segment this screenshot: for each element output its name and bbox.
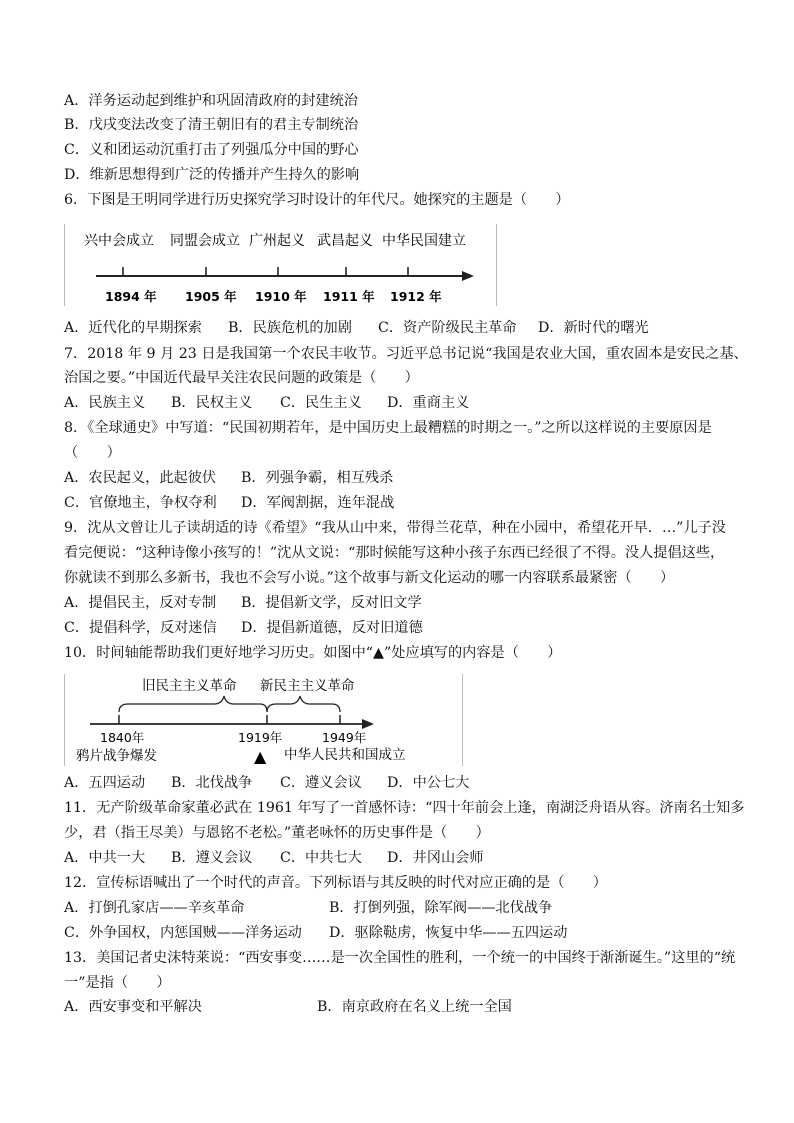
q11-line-1: 11．无产阶级革命家董必武在 1961 年写了一首感怀诗：“四十年前会上逢，南湖泛舟语从容。济南名士知多	[64, 800, 745, 816]
q12-option-b: B．打倒列强，除军阀——北伐战争	[329, 900, 553, 916]
q7-line-1: 7．2018 年 9 月 23 日是我国第一个农民丰收节。习近平总书记说“我国是农业大国，重农固本是安民之基、	[64, 346, 748, 362]
q13-option-b: B．南京政府在名义上统一全国	[317, 999, 512, 1015]
q10-brace-left-label: 旧民主主义革命	[142, 678, 237, 694]
q7-option-b: B．民权主义	[171, 395, 253, 411]
q6-event-1: 兴中会成立	[84, 233, 154, 249]
q13-line-2: 一”是指（ ）	[64, 975, 171, 991]
q6-year-1: 1894 年	[105, 289, 157, 304]
q10-option-b: B．北伐战争	[171, 775, 253, 791]
q6-year-5: 1912 年	[390, 289, 442, 304]
q6-event-2: 同盟会成立	[170, 233, 240, 249]
q11-option-c: C．中共七大	[280, 850, 362, 866]
q12-option-d: D．驱除鞑虏，恢复中华——五四运动	[329, 925, 568, 941]
q7-option-a: A．民族主义	[64, 395, 146, 411]
q9-option-d: D．提倡新道德，反对旧道德	[241, 620, 423, 636]
q9-line-1: 9．沈从文曾让儿子读胡适的诗《希望》“我从山中来，带得兰花草，种在小园中，希望花开早．…”儿子没	[64, 520, 726, 536]
q5-option-b: B．戊戌变法改变了清王朝旧有的君主专制统治	[64, 117, 359, 133]
q5-option-c: C．义和团运动沉重打击了列强瓜分中国的野心	[64, 142, 359, 158]
q7-option-c: C．民生主义	[280, 395, 362, 411]
q6-option-c: C．资产阶级民主革命	[378, 320, 517, 336]
q8-line-1: 8．《全球通史》中写道：“民国初期若年，是中国历史上最糟糕的时期之一。”之所以这样说的主要原因是	[64, 420, 712, 436]
q10-year-2: 1919年	[238, 730, 283, 745]
q11-line-2: 少，君（指王尽美）与恩铭不老松。”董老咏怀的历史事件是（ ）	[64, 825, 490, 841]
q7-option-d: D．重商主义	[387, 395, 470, 411]
q6-option-d: D．新时代的曙光	[538, 320, 649, 336]
q6-event-4: 武昌起义	[317, 233, 373, 249]
q11-option-d: D．井冈山会师	[387, 850, 484, 866]
q13-option-a: A．西安事变和平解决	[64, 999, 202, 1015]
q10-option-a: A．五四运动	[64, 775, 146, 791]
q9-option-b: B．提倡新文学，反对旧文学	[241, 595, 422, 611]
q10-option-d: D．中公七大	[387, 775, 470, 791]
q6-option-b: B．民族危机的加剧	[228, 320, 352, 336]
q6-year-3: 1910 年	[255, 289, 307, 304]
q8-option-a: A．农民起义，此起彼伏	[64, 470, 217, 486]
q5-option-d: D．维新思想得到广泛的传播并产生持久的影响	[64, 167, 360, 183]
q11-option-a: A．中共一大	[64, 850, 146, 866]
q10-event-left: 鸦片战争爆发	[76, 748, 157, 764]
q6-event-5: 中华民国建立	[382, 233, 466, 249]
q9-line-2: 看完便说：“这种诗像小孩写的！”沈从文说：“那时候能写这种小孩子东西已经很了不得。没人提倡这些，	[64, 545, 725, 561]
q8-option-c: C．官僚地主，争权夺利	[64, 495, 217, 511]
q13-line-1: 13．美国记者史沫特莱说：“西安事变……是一次全国性的胜利，一个统一的中国终于渐渐诞生。”这里的“统	[64, 950, 736, 966]
q10-year-3: 1949年	[322, 730, 367, 745]
q10-event-right: 中华人民共和国成立	[284, 747, 406, 763]
q6-event-3: 广州起义	[249, 233, 305, 249]
q10-brace-right-label: 新民主主义革命	[260, 678, 355, 694]
q7-line-2: 治国之要。”中国近代最早关注农民问题的政策是（ ）	[64, 370, 419, 386]
q12-option-a: A．打倒孔家店——辛亥革命	[64, 900, 245, 916]
q12-option-c: C．外争国权，内惩国贼——洋务运动	[64, 925, 302, 941]
q12-stem: 12．宣传标语喊出了一个时代的声音。下列标语与其反映的时代对应正确的是（ ）	[64, 875, 607, 891]
q6-option-a: A．近代化的早期探索	[64, 320, 202, 336]
q10-marker-triangle: ▲	[254, 747, 267, 766]
q11-option-b: B．遵义会议	[171, 850, 253, 866]
q10-timeline-figure	[64, 672, 464, 768]
q8-line-2: （ ）	[64, 445, 121, 461]
q6-stem: 6．下图是王明同学进行历史探究学习时设计的年代尺。她探究的主题是（ ）	[64, 192, 570, 208]
q8-option-d: D．军阀割据，连年混战	[241, 495, 395, 511]
q9-option-c: C．提倡科学，反对迷信	[64, 620, 217, 636]
q6-year-2: 1905 年	[185, 289, 237, 304]
q10-stem: 10．时间轴能帮助我们更好地学习历史。如图中“▲”处应填写的内容是（ ）	[64, 645, 562, 661]
q6-year-4: 1911 年	[323, 289, 375, 304]
q5-option-a: A．洋务运动起到维护和巩固清政府的封建统治	[64, 93, 358, 109]
q10-option-c: C．遵义会议	[280, 775, 362, 791]
q8-option-b: B．列强争霸，相互残杀	[241, 470, 394, 486]
q9-option-a: A．提倡民主，反对专制	[64, 595, 217, 611]
q10-year-1: 1840年	[100, 730, 145, 745]
q9-line-3: 你就读不到那么多新书，我也不会写小说。”这个故事与新文化运动的哪一内容联系最紧密（ ）	[64, 570, 675, 586]
q6-timeline-figure	[64, 220, 498, 308]
